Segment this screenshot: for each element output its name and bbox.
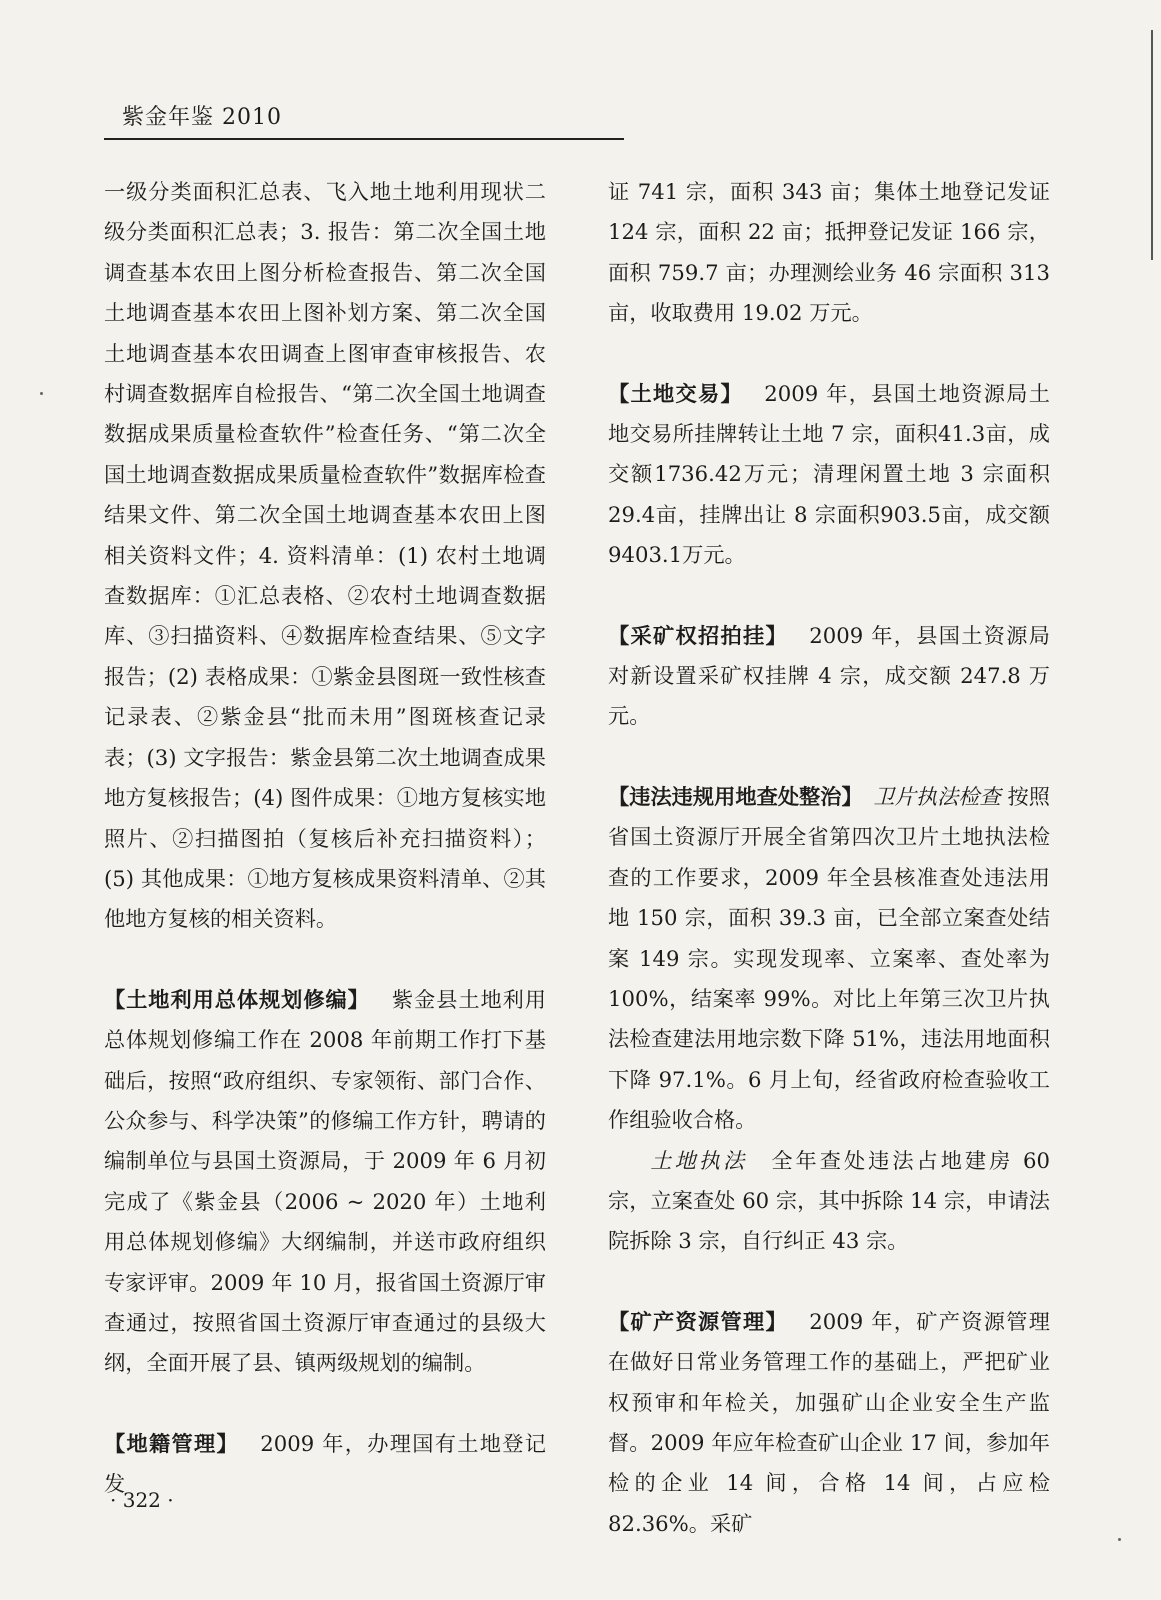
section-land-use-plan — [104, 980, 546, 1384]
paragraph-cadastral-continued: 证 741 宗，面积 343 亩；集体土地登记发证 124 宗，面积 22 亩；抵押登记发证 166 宗，面积 759.7 亩；办理测绘业务 46 宗面积 313 亩，收取费用 19.02 万元。 — [608, 179, 1050, 326]
edge-mark — [1151, 30, 1153, 260]
section-heading: 【地籍管理】 — [104, 1430, 240, 1456]
section-body: 全年查处违法占地建房 60 宗，立案查处 60 宗，其中拆除 14 宗，申请法院拆除 3 宗，自行纠正 43 宗。 — [608, 1147, 1050, 1254]
section-heading: 【土地交易】 — [608, 380, 744, 406]
left-column — [104, 172, 546, 1505]
running-head: 紫金年鉴 2010 — [122, 105, 282, 130]
section-body: 紫金县土地利用总体规划修编工作在 2008 年前期工作打下基础后，按照“政府组织、专家领衔、部门合作、公众参与、科学决策”的修编工作方针，聘请的编制单位与县国土资源局，于 2009 年 6 月初完成了《紫金县（2006 ~ 2020 年）土地利用总体规划修编》大纲编制，并送市政府组织专家评审。2009 年 10 月，报省国土资源厅审查通过，按照省国土资源厅审查通过的县级大纲，全面开展了县、镇两级规划的编制。 — [104, 986, 546, 1376]
page-number: · 322 · — [110, 1488, 174, 1512]
section-body: 2009 年，办理国有土地登记发 — [104, 1430, 546, 1497]
section-mining-rights — [608, 616, 1050, 737]
section-mineral-resources — [608, 1302, 1050, 1544]
speck — [40, 392, 43, 395]
subsection-label: 卫片执法检查 — [873, 783, 1001, 809]
section-heading: 【土地利用总体规划修编】 — [104, 986, 370, 1012]
section-body: 按照省国土资源厅开展全省第四次卫片土地执法检查的工作要求，2009 年全县核准查处违法用地 150 宗，面积 39.3 亩，已全部立案查处结案 149 宗。实现发现率、立案率、查处率为 100%，结案率 99%。对比上年第三次卫片执法检查建法用地宗数下降 51%，违法用地面积下降 97.1%。6 月上旬，经省政府检查验收工作组验收合格。 — [608, 783, 1050, 1133]
section-body: 2009 年，县国土资源局对新设置采矿权挂牌 4 宗，成交额 247.8 万元。 — [608, 622, 1050, 729]
section-body: 2009 年，县国土地资源局土地交易所挂牌转让土地 7 宗，面积41.3亩，成交额1736.42万元；清理闲置土地 3 宗面积29.4亩，挂牌出让 8 宗面积903.5亩，成交额9403.1万元。 — [608, 380, 1050, 568]
header-rule — [104, 138, 624, 140]
section-heading: 【违法违规用地查处整治】 — [608, 783, 863, 809]
subsection-land-enforcement — [608, 1141, 1050, 1262]
section-land-trade — [608, 374, 1050, 576]
right-column — [608, 172, 1050, 1544]
section-illegal-land-use — [608, 777, 1050, 1141]
paragraph-survey-outputs: 一级分类面积汇总表、飞入地土地利用现状二级分类面积汇总表；3. 报告：第二次全国土地调查基本农田上图分析检查报告、第二次全国土地调查基本农田上图补划方案、第二次全国土地调查基本农田调查上图审查审核报告、农村调查数据库自检报告、“第二次全国土地调查数据成果质量检查软件”检查任务、“第二次全国土地调查数据成果质量检查软件”数据库检查结果文件、第二次全国土地调查基本农田上图相关资料文件；4. 资料清单：(1) 农村土地调查数据库：①汇总表格、②农村土地调查数据库、③扫描资料、④数据库检查结果、⑤文字报告；(2) 表格成果：①紫金县图斑一致性核查记录表、②紫金县“批而未用”图斑核查记录表；(3) 文字报告：紫金县第二次土地调查成果地方复核报告；(4) 图件成果：①地方复核实地照片、②扫描图拍（复核后补充扫描资料）；(5) 其他成果：①地方复核成果资料清单、②其他地方复核的相关资料。 — [104, 179, 546, 932]
subsection-label: 土地执法 — [650, 1147, 748, 1173]
section-heading: 【采矿权招拍挂】 — [608, 622, 789, 648]
speck — [1118, 1538, 1121, 1541]
section-heading: 【矿产资源管理】 — [608, 1308, 789, 1334]
section-body: 2009 年，矿产资源管理在做好日常业务管理工作的基础上，严把矿业权预审和年检关，加强矿山企业安全生产监督。2009 年应年检查矿山企业 17 间，参加年检的企业 14 间，合格 14 间，占应检 82.36%。采矿 — [608, 1308, 1050, 1536]
